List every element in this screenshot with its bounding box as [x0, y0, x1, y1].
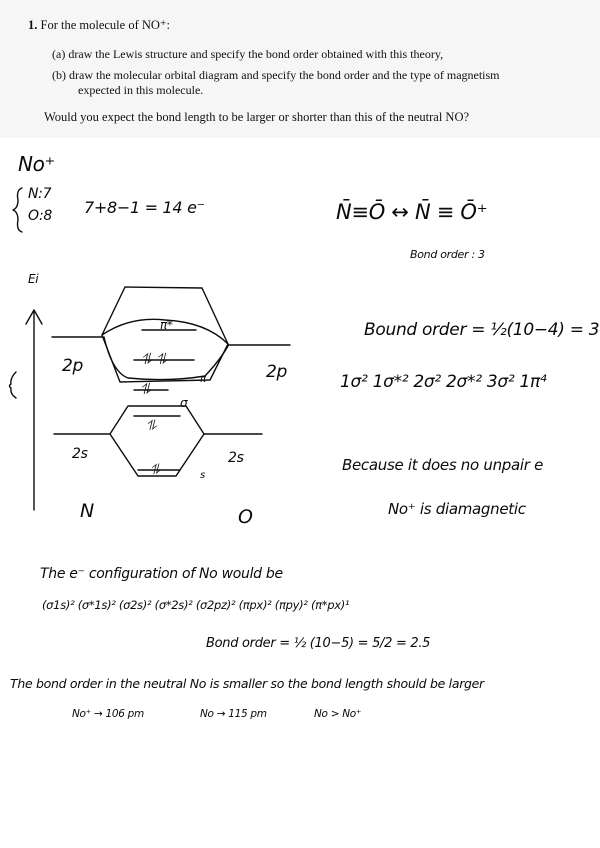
conclusion: The bond order in the neutral No is smaller so the bond length should be larger	[10, 676, 484, 691]
side-brace	[10, 372, 17, 398]
question-part-b-line1: (b) draw the molecular orbital diagram and specify the bond order and the type of magnetism	[52, 68, 500, 82]
neutral-configuration: (σ1s)² (σ*1s)² (σ2s)² (σ*2s)² (σ2pz)² (πpx)² (πpy)² (π*px)¹	[42, 598, 350, 612]
pi-star-envelope	[102, 287, 228, 382]
o-2p-label: 2p	[266, 362, 288, 382]
question-part-b-line2: expected in this molecule.	[78, 83, 204, 97]
sigma-s-electrons: ⥮	[150, 462, 160, 478]
n-2s-label: 2s	[72, 446, 88, 462]
question-number: 1.	[28, 18, 38, 32]
o-atom-label: O	[238, 506, 253, 528]
bond-length-no-plus: No⁺ → 106 pm	[72, 708, 144, 720]
neutral-bond-order: Bond order = ½ (10−5) = 5/2 = 2.5	[206, 636, 431, 651]
bond-length-no: No → 115 pm	[200, 708, 267, 720]
pi-label: π	[200, 374, 206, 385]
o-electron-count: O:8	[28, 208, 53, 224]
sigma-star-s-electrons: ⥮	[146, 418, 156, 434]
lewis-bond-order: Bond order : 3	[410, 248, 485, 261]
pi-electrons: ⥮ ⥮	[141, 350, 167, 368]
magnetism-line1: Because it does no unpair e	[342, 456, 544, 474]
magnetism-line2: No⁺ is diamagnetic	[388, 500, 526, 518]
total-electrons: 7+8−1 = 14 e⁻	[84, 198, 205, 217]
question-final: Would you expect the bond length to be larger or shorter than this of the neutral NO?	[44, 110, 470, 124]
sigma-star-s-connector	[110, 406, 204, 434]
o-2s-label: 2s	[228, 450, 244, 466]
energy-axis-label: Ei	[28, 272, 39, 286]
sigma-electrons: ⥮	[140, 380, 151, 398]
mo-configuration: 1σ² 1σ*² 2σ² 2σ*² 3σ² 1π⁴	[340, 372, 547, 392]
neutral-intro: The e⁻ configuration of No would be	[40, 566, 283, 582]
electron-brace	[13, 188, 22, 232]
sigma-s-label: s	[200, 470, 205, 481]
pi-orbital-connector	[102, 319, 228, 344]
pi-star-label: π*	[160, 318, 173, 332]
question-part-a: (a) draw the Lewis structure and specify the bond order obtained with this theory,	[52, 47, 444, 61]
n-atom-label: N	[80, 500, 94, 522]
species-label: No⁺	[18, 152, 55, 176]
bond-length-comparison: No > No⁺	[314, 708, 362, 720]
sigma-label: σ	[180, 396, 188, 410]
n-2p-label: 2p	[62, 356, 84, 376]
mo-bond-order: Bound order = ½(10−4) = 3	[364, 320, 600, 340]
sigma-orbital-connector	[104, 337, 228, 380]
question-prompt: For the molecule of NO⁺:	[40, 18, 170, 32]
lewis-structures: N̄≡Ō ↔ N̄ ≡ Ō⁺	[336, 200, 488, 224]
n-electron-count: N:7	[28, 186, 52, 202]
